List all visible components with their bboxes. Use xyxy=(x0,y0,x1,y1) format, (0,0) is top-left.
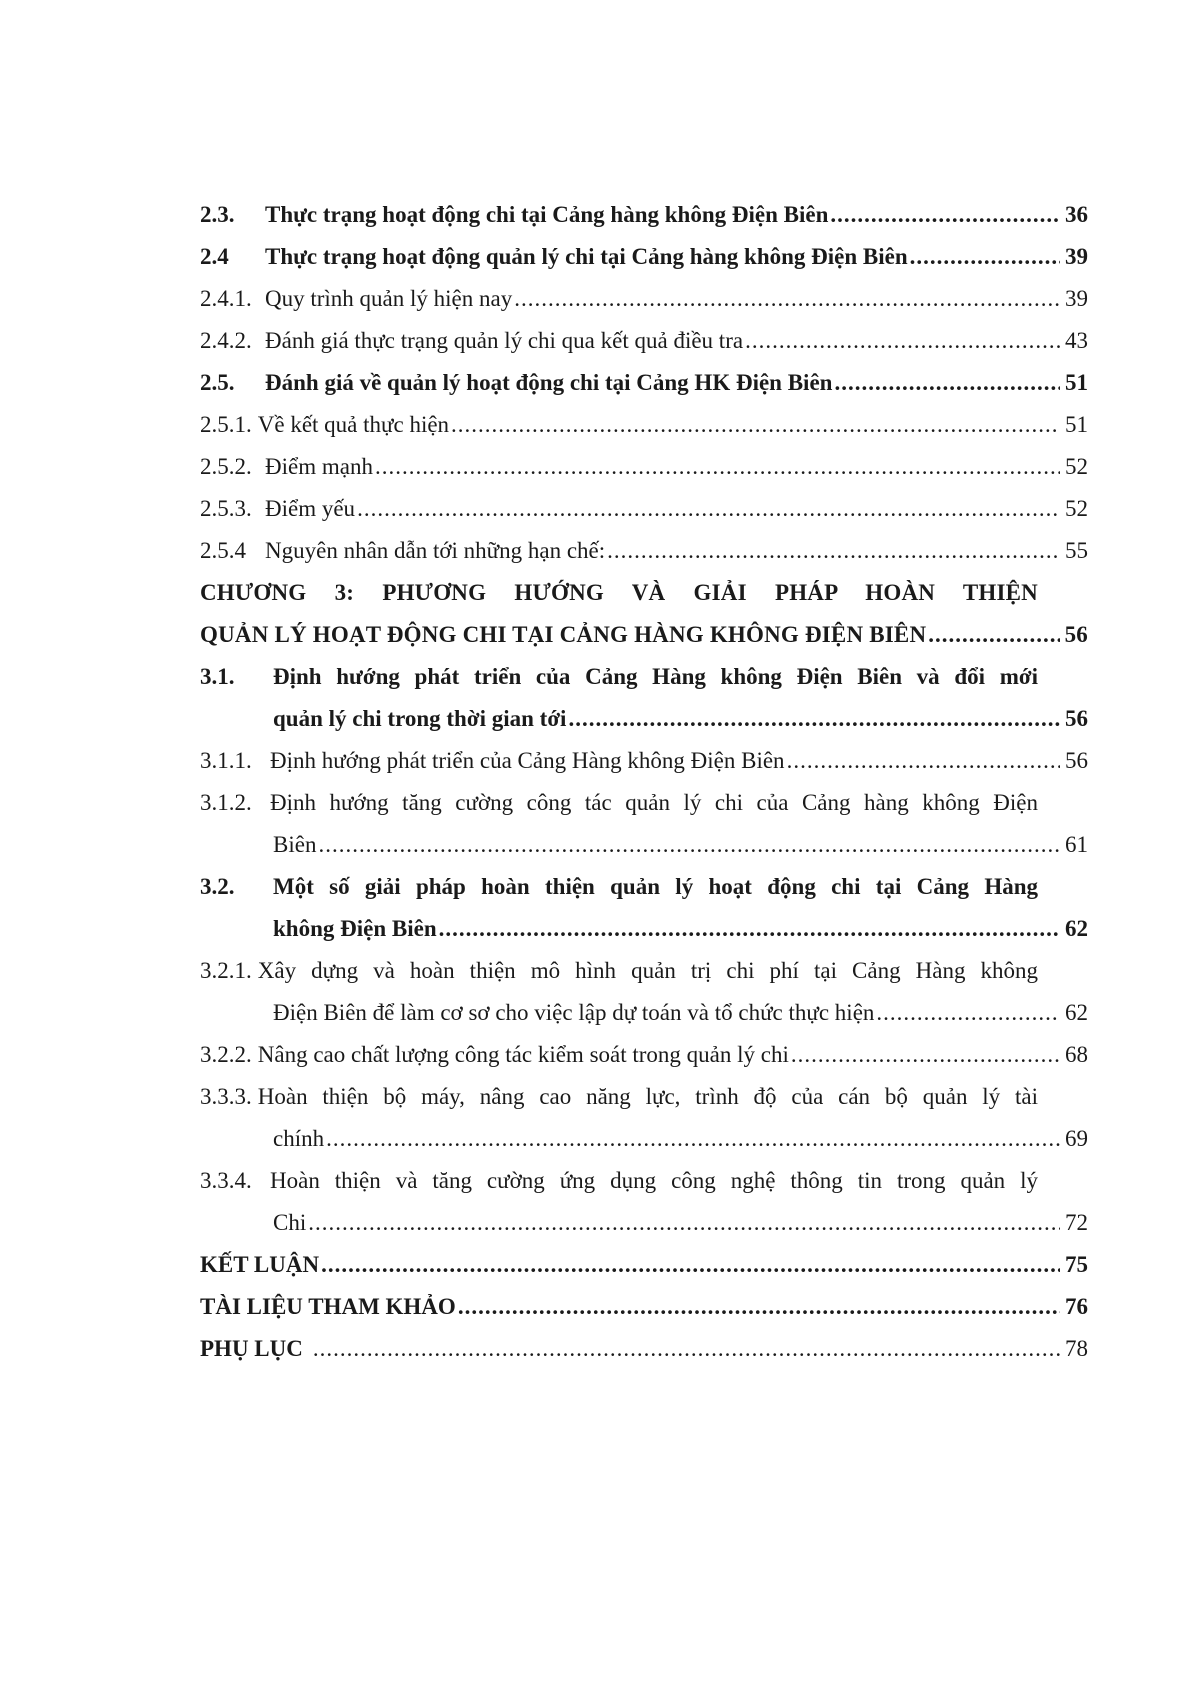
toc-title-line-1: Định hướng tăng cường công tác quản lý chi của Cảng hàng không Điện xyxy=(270,790,1038,815)
toc-page-number: 39 xyxy=(1065,286,1088,311)
toc-page-number: 61 xyxy=(1065,832,1088,857)
dot-leader xyxy=(607,530,1060,572)
dot-leader xyxy=(318,824,1060,866)
toc-title-line-1: CHƯƠNG 3: PHƯƠNG HƯỚNG VÀ GIẢI PHÁP HOÀN THIỆN xyxy=(200,580,1038,605)
toc-number: 2.5.4 xyxy=(200,538,246,563)
toc-page-number: 39 xyxy=(1065,244,1088,269)
toc-page-number: 52 xyxy=(1065,454,1088,479)
toc-entry-3-3-4[interactable] xyxy=(200,1160,1088,1202)
dot-leader xyxy=(357,488,1060,530)
toc-entry-2-5-1[interactable] xyxy=(200,404,1088,446)
toc-title-line-1: Định hướng phát triển của Cảng Hàng không Điện Biên và đổi mới xyxy=(273,664,1038,689)
toc-number: 2.5.2. xyxy=(200,454,252,479)
toc-page-number: 76 xyxy=(1065,1294,1088,1319)
dot-leader xyxy=(787,740,1060,782)
toc-page-number: 55 xyxy=(1065,538,1088,563)
dot-leader xyxy=(568,698,1060,740)
toc-number: 3.2.1. xyxy=(200,958,252,983)
toc-number: 2.5.1. xyxy=(200,412,252,437)
toc-page-number: 56 xyxy=(1065,748,1088,773)
toc-entry-3-3-3[interactable] xyxy=(200,1076,1088,1118)
toc-page-number: 52 xyxy=(1065,496,1088,521)
toc-number: 3.2. xyxy=(200,874,235,899)
toc-entry-2-4-1[interactable] xyxy=(200,278,1088,320)
dot-leader xyxy=(514,278,1060,320)
toc-entry-3-1-cont[interactable] xyxy=(200,698,1088,740)
toc-title-line-1: Xây dựng và hoàn thiện mô hình quản trị chi phí tại Cảng Hàng không xyxy=(257,958,1038,983)
toc-number: 2.4.2. xyxy=(200,328,252,353)
toc-entry-2-5-3[interactable] xyxy=(200,488,1088,530)
toc-title: Nguyên nhân dẫn tới những hạn chế: xyxy=(265,538,606,563)
toc-title: Đánh giá thực trạng quản lý chi qua kết quả điều tra xyxy=(265,328,744,353)
dot-leader xyxy=(451,404,1060,446)
toc-page-number: 69 xyxy=(1065,1126,1088,1151)
toc-page-number: 36 xyxy=(1065,202,1088,227)
toc-page-number: 56 xyxy=(1064,622,1088,647)
toc-title-line-2: Điện Biên để làm cơ sơ cho việc lập dự toán và tổ chức thực hiện xyxy=(273,1000,875,1025)
toc-entry-3-3-3-cont[interactable] xyxy=(200,1118,1088,1160)
toc-entry-2-4[interactable] xyxy=(200,236,1088,278)
toc-title-line-2: quản lý chi trong thời gian tới xyxy=(273,706,567,731)
toc-entry-3-1-2-cont[interactable] xyxy=(200,824,1088,866)
toc-entry-phu-luc[interactable] xyxy=(200,1328,1088,1370)
toc-entry-tai-lieu-tham-khao[interactable] xyxy=(200,1286,1088,1328)
toc-number: 2.5. xyxy=(200,370,235,395)
toc-title: Đánh giá về quản lý hoạt động chi tại Cảng HK Điện Biên xyxy=(265,370,833,395)
toc-page-number: 56 xyxy=(1065,706,1088,731)
toc-title: Điểm mạnh xyxy=(265,454,373,479)
toc-entry-2-4-2[interactable] xyxy=(200,320,1088,362)
dot-leader xyxy=(321,1244,1060,1286)
toc-entry-3-2-cont[interactable] xyxy=(200,908,1088,950)
toc-entry-3-2-1-cont[interactable] xyxy=(200,992,1088,1034)
toc-entry-3-2[interactable] xyxy=(200,866,1088,908)
toc-title: Quy trình quản lý hiện nay xyxy=(265,286,513,311)
toc-title: TÀI LIỆU THAM KHẢO xyxy=(200,1294,456,1319)
toc-number: 3.3.4. xyxy=(200,1168,252,1193)
toc-entry-2-5-2[interactable] xyxy=(200,446,1088,488)
toc-title: Điểm yếu xyxy=(265,496,356,521)
toc-entry-2-3[interactable] xyxy=(200,194,1088,236)
toc-title-line-1: Hoàn thiện và tăng cường ứng dụng công nghệ thông tin trong quản lý xyxy=(270,1168,1038,1193)
dot-leader xyxy=(313,1328,1060,1370)
toc-title-line-2: không Điện Biên xyxy=(273,916,437,941)
toc-number: 2.4.1. xyxy=(200,286,252,311)
toc-entry-3-1[interactable] xyxy=(200,656,1088,698)
toc-number: 2.5.3. xyxy=(200,496,252,521)
toc-entry-ket-luan[interactable] xyxy=(200,1244,1088,1286)
toc-entry-3-2-2[interactable] xyxy=(200,1034,1088,1076)
toc-number: 2.4 xyxy=(200,244,229,269)
dot-leader xyxy=(876,992,1060,1034)
toc-title-line-2: Biên xyxy=(273,832,317,857)
toc-entry-2-5-4[interactable] xyxy=(200,530,1088,572)
toc-title: Định hướng phát triển của Cảng Hàng không Điện Biên xyxy=(270,748,785,773)
dot-leader xyxy=(830,194,1060,236)
toc-entry-3-1-2[interactable] xyxy=(200,782,1088,824)
table-of-contents xyxy=(200,194,1088,1370)
toc-page-number: 75 xyxy=(1065,1252,1088,1277)
toc-page-number: 68 xyxy=(1065,1042,1088,1067)
dot-leader xyxy=(326,1118,1060,1160)
toc-page-number: 51 xyxy=(1065,412,1088,437)
toc-title: KẾT LUẬN xyxy=(200,1252,320,1277)
toc-number: 3.3.3. xyxy=(200,1084,252,1109)
toc-title-line-2: Chi xyxy=(273,1210,307,1235)
toc-page-number: 62 xyxy=(1065,1000,1088,1025)
toc-page-number: 51 xyxy=(1065,370,1088,395)
toc-entry-3-2-1[interactable] xyxy=(200,950,1088,992)
toc-title-line-1: Hoàn thiện bộ máy, nâng cao năng lực, trình độ của cán bộ quản lý tài xyxy=(257,1084,1038,1109)
toc-entry-3-3-4-cont[interactable] xyxy=(200,1202,1088,1244)
toc-title: PHỤ LỤC xyxy=(200,1336,303,1361)
toc-title-line-2: chính xyxy=(273,1126,325,1151)
toc-entry-chapter-3[interactable] xyxy=(200,572,1088,614)
toc-page-number: 62 xyxy=(1065,916,1088,941)
dot-leader xyxy=(308,1202,1060,1244)
toc-number: 2.3. xyxy=(200,202,235,227)
toc-page-number: 43 xyxy=(1065,328,1088,353)
toc-page-number: 78 xyxy=(1065,1336,1088,1361)
toc-title-line-1: Một số giải pháp hoàn thiện quản lý hoạt động chi tại Cảng Hàng xyxy=(273,874,1038,899)
toc-entry-3-1-1[interactable] xyxy=(200,740,1088,782)
toc-number: 3.1. xyxy=(200,664,235,689)
toc-number: 3.1.2. xyxy=(200,790,252,815)
dot-leader xyxy=(791,1034,1060,1076)
dot-leader xyxy=(458,1286,1060,1328)
dot-leader xyxy=(439,908,1060,950)
dot-leader xyxy=(910,236,1060,278)
toc-entry-chapter-3-cont[interactable] xyxy=(200,614,1088,656)
toc-title: Thực trạng hoạt động chi tại Cảng hàng không Điện Biên xyxy=(265,202,829,227)
toc-entry-2-5[interactable] xyxy=(200,362,1088,404)
dot-leader xyxy=(375,446,1060,488)
dot-leader xyxy=(928,614,1060,656)
toc-title: Nâng cao chất lượng công tác kiểm soát trong quản lý chi xyxy=(257,1042,789,1067)
toc-number: 3.2.2. xyxy=(200,1042,252,1067)
toc-title: Thực trạng hoạt động quản lý chi tại Cảng hàng không Điện Biên xyxy=(265,244,908,269)
toc-number: 3.1.1. xyxy=(200,748,252,773)
toc-title-line-2: QUẢN LÝ HOẠT ĐỘNG CHI TẠI CẢNG HÀNG KHÔNG ĐIỆN BIÊN xyxy=(200,622,927,647)
dot-leader xyxy=(745,320,1060,362)
toc-title: Về kết quả thực hiện xyxy=(257,412,450,437)
toc-page-number: 72 xyxy=(1065,1210,1088,1235)
dot-leader xyxy=(834,362,1060,404)
